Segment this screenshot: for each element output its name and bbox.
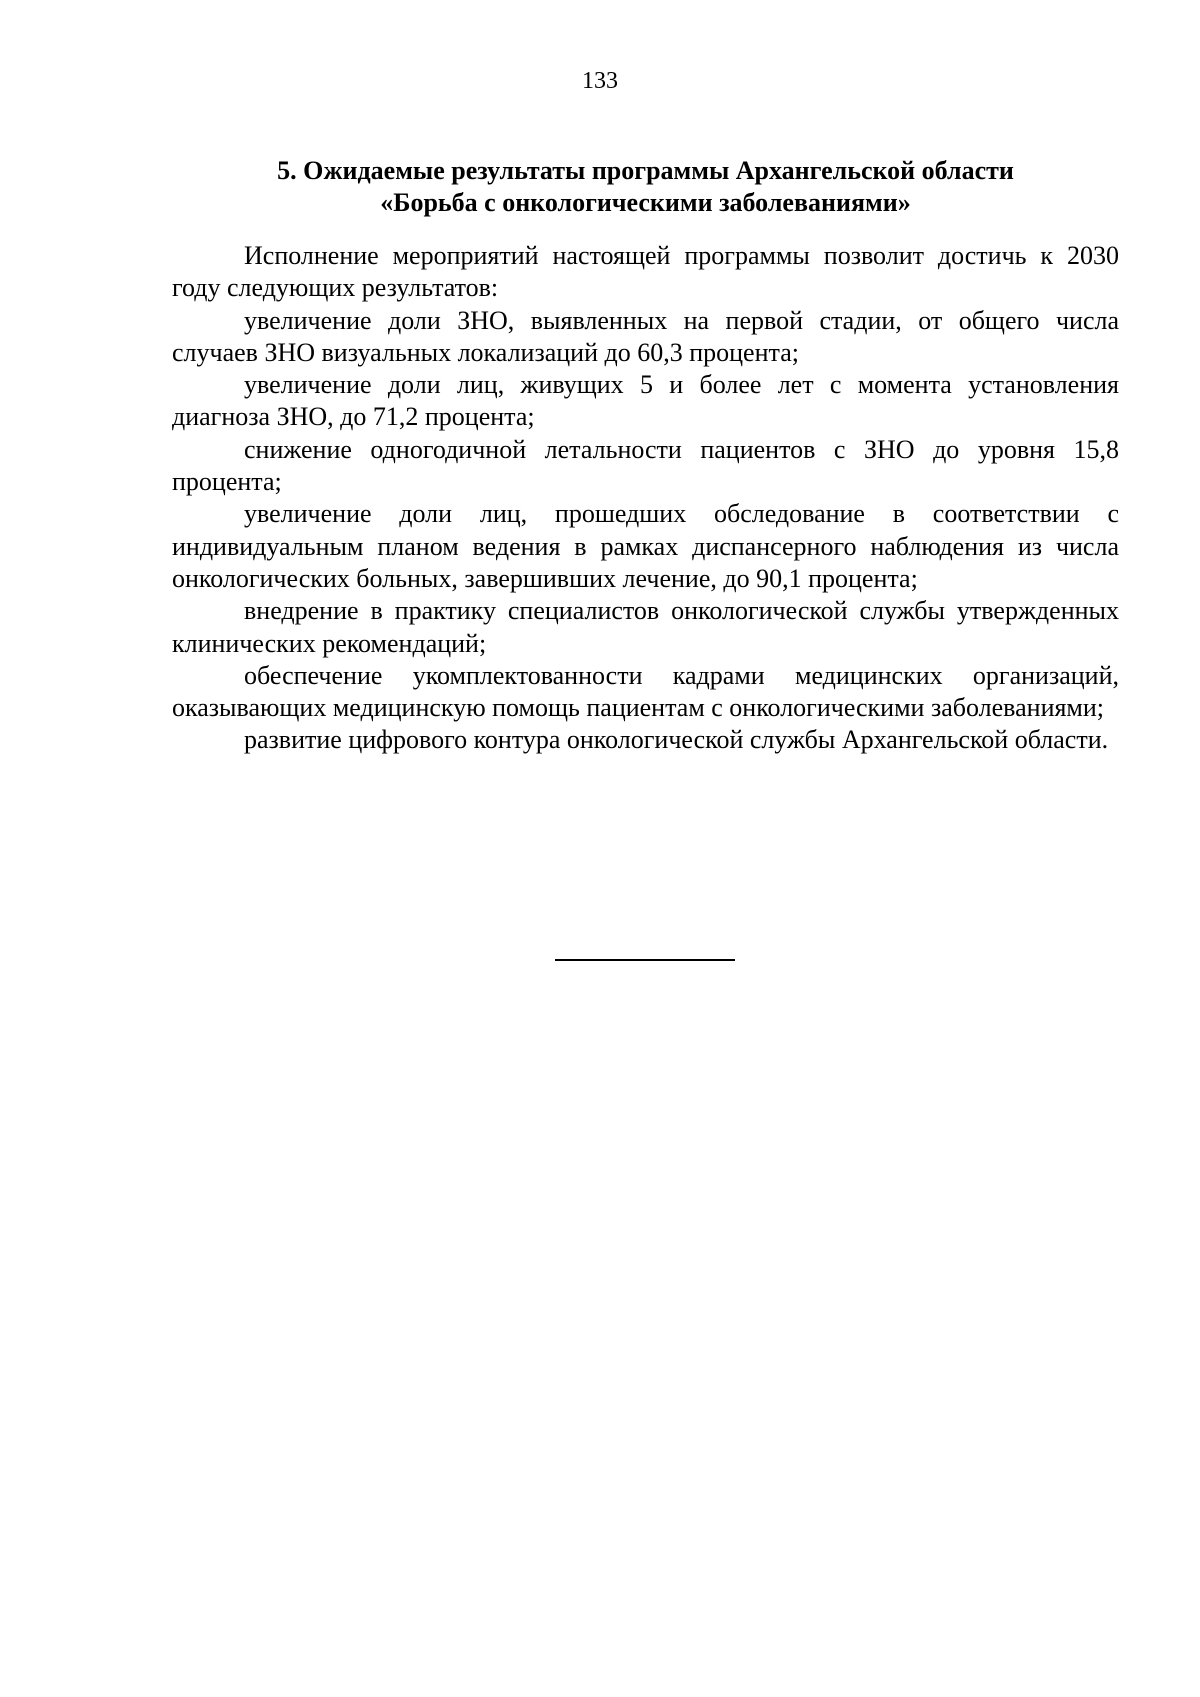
- section-heading: [172, 155, 1119, 219]
- result-item: увеличение доли лиц, живущих 5 и более лет с момента установления диагноза ЗНО, до 71,2 процента;: [172, 370, 1119, 432]
- end-separator-line: [555, 959, 735, 961]
- result-item: внедрение в практику специалистов онкологической службы утвержденных клинических рекомендаций;: [172, 596, 1119, 658]
- intro-paragraph: Исполнение мероприятий настоящей программы позволит достичь к 2030 году следующих результатов:: [172, 241, 1119, 303]
- result-item: увеличение доли лиц, прошедших обследование в соответствии с индивидуальным планом ведения в рамках диспансерного наблюдения из числа онкологических больных, завершивших лечение, до 90,1 процента;: [172, 499, 1119, 593]
- section-heading-line-1: 5. Ожидаемые результаты программы Архангельской области: [277, 156, 1014, 185]
- result-item: увеличение доли ЗНО, выявленных на первой стадии, от общего числа случаев ЗНО визуальных локализаций до 60,3 процента;: [172, 305, 1119, 367]
- section-heading-line-2: «Борьба с онкологическими заболеваниями»: [380, 188, 911, 217]
- result-item: обеспечение укомплектованности кадрами медицинских организаций, оказывающих медицинскую помощь пациентам с онкологическими заболеваниями;: [172, 660, 1119, 723]
- result-item: снижение одногодичной летальности пациентов с ЗНО до уровня 15,8 процента;: [172, 434, 1119, 497]
- result-item: развитие цифрового контура онкологической службы Архангельской области.: [244, 725, 1109, 755]
- body-text: [172, 240, 1119, 757]
- page-number: 133: [582, 68, 618, 94]
